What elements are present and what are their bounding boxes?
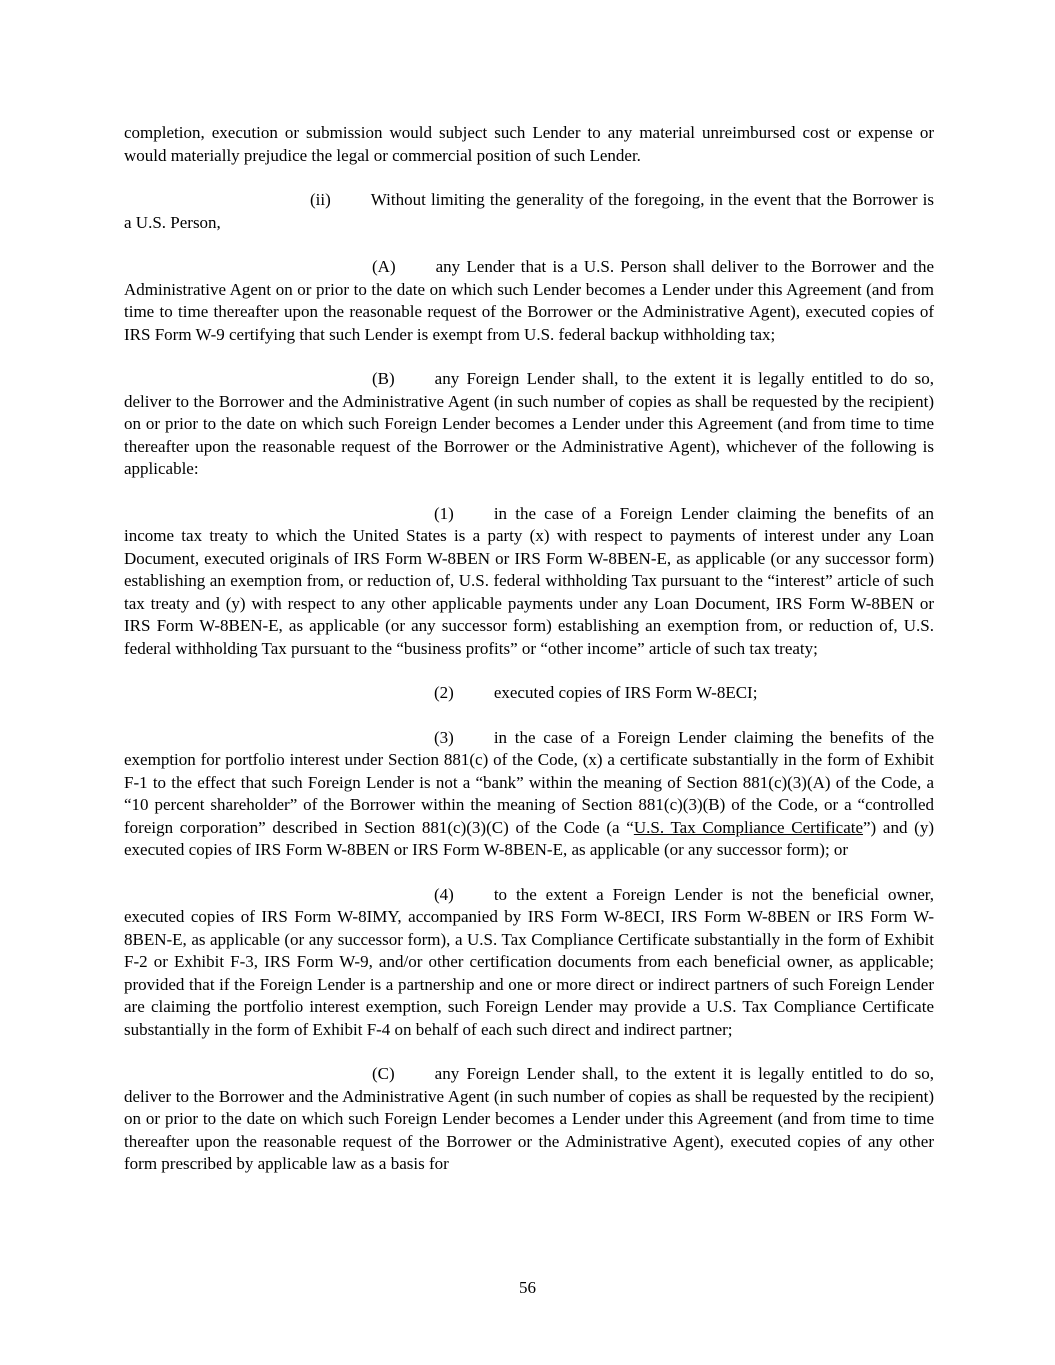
paragraph-text: Without limiting the generality of the foregoing, in the event that the Borrower is a U.S. Person, [124, 190, 934, 232]
list-label: (A) [372, 257, 396, 276]
list-label: (4) [434, 884, 454, 904]
document-body [124, 122, 934, 1198]
paragraph-text: any Lender that is a U.S. Person shall deliver to the Borrower and the Administrative Agent on or prior to the date on which such Lender becomes a Lender under this Agreement (and from time to time thereafter upon the reasonable request of the Borrower or the Administrative Agent), executed copies of IRS Form W-9 certifying that such Lender is exempt from U.S. federal backup withholding tax; [124, 257, 934, 344]
paragraph-text: to the extent a Foreign Lender is not the beneficial owner, executed copies of IRS Form W-8IMY, accompanied by IRS Form W-8ECI, IRS Form W-8BEN or IRS Form W-8BEN-E, as applicable (or any successor form), a U.S. Tax Compliance Certificate substantially in the form of Exhibit F-2 or Exhibit F-3, IRS Form W-9, and/or other certification documents from each beneficial owner, as applicable; provided that if the Foreign Lender is a partnership and one or more direct or indirect partners of such Foreign Lender are claiming the portfolio interest exemption, such Foreign Lender may provide a U.S. Tax Compliance Certificate substantially in the form of Exhibit F-4 on behalf of each such direct and indirect partner; [124, 884, 934, 1039]
paragraph-1 [124, 503, 934, 661]
page-number: 56 [519, 1278, 536, 1297]
paragraph-text-pre: in the case of a Foreign Lender claiming the benefits of the exemption for portfolio interest under Section 881(c) of the Code, (x) a certificate substantially in the form of Exhibit F-1 to the effect that such Foreign Lender is not a “bank” within the meaning of Section 881(c)(3)(A) of the Code, a “10 percent shareholder” of the Borrower within the meaning of Section 881(c)(3)(B) of the Code, or a “controlled foreign corporation” described in Section 881(c)(3)(C) of the Code (a “ [124, 727, 934, 837]
paragraph-C [124, 1063, 934, 1176]
list-label: (ii) [310, 190, 331, 209]
list-label: (1) [434, 503, 454, 523]
list-label: (2) [434, 683, 454, 702]
list-label: (3) [434, 727, 454, 747]
paragraph-text: any Foreign Lender shall, to the extent it is legally entitled to do so, deliver to the Borrower and the Administrative Agent (in such number of copies as shall be requested by the recipient) on or prior to the date on which such Foreign Lender becomes a Lender under this Agreement (and from time to time thereafter upon the reasonable request of the Borrower or the Administrative Agent), whichever of the following is applicable: [124, 369, 934, 478]
paragraph-continuation [124, 122, 934, 167]
list-label: (B) [372, 369, 395, 388]
paragraph-4 [124, 884, 934, 1042]
paragraph-3 [124, 727, 934, 862]
paragraph-A [124, 256, 934, 346]
paragraph-B [124, 368, 934, 481]
defined-term-us-tax-compliance-certificate: U.S. Tax Compliance Certificate [633, 817, 864, 837]
paragraph-text: completion, execution or submission would subject such Lender to any material unreimbursed cost or expense or would materially prejudice the legal or commercial position of such Lender. [124, 123, 934, 165]
paragraph-text: any Foreign Lender shall, to the extent it is legally entitled to do so, deliver to the Borrower and the Administrative Agent (in such number of copies as shall be requested by the recipient) on or prior to the date on which such Foreign Lender becomes a Lender under this Agreement (and from time to time thereafter upon the reasonable request of the Borrower or the Administrative Agent), executed copies of any other form prescribed by applicable law as a basis for [124, 1064, 934, 1173]
paragraph-text-post: ”) and (y) executed copies of IRS Form W-8BEN or IRS Form W-8BEN-E, as applicable (or any successor form); or [124, 817, 935, 859]
paragraph-2 [124, 682, 934, 705]
list-label: (C) [372, 1064, 395, 1083]
paragraph-text: executed copies of IRS Form W-8ECI; [493, 683, 758, 702]
paragraph-ii [124, 189, 934, 234]
paragraph-text: in the case of a Foreign Lender claiming the benefits of an income tax treaty to which the United States is a party (x) with respect to payments of interest under any Loan Document, executed originals of IRS Form W-8BEN or IRS Form W-8BEN-E, as applicable (or any successor form) establishing an exemption from, or reduction of, U.S. federal withholding Tax pursuant to the “interest” article of such tax treaty and (y) with respect to any other applicable payments under any Loan Document, IRS Form W-8BEN or IRS Form W-8BEN-E, as applicable (or any successor form) establishing an exemption from, or reduction of, U.S. federal withholding Tax pursuant to the “business profits” or “other income” article of such tax treaty; [124, 503, 934, 658]
